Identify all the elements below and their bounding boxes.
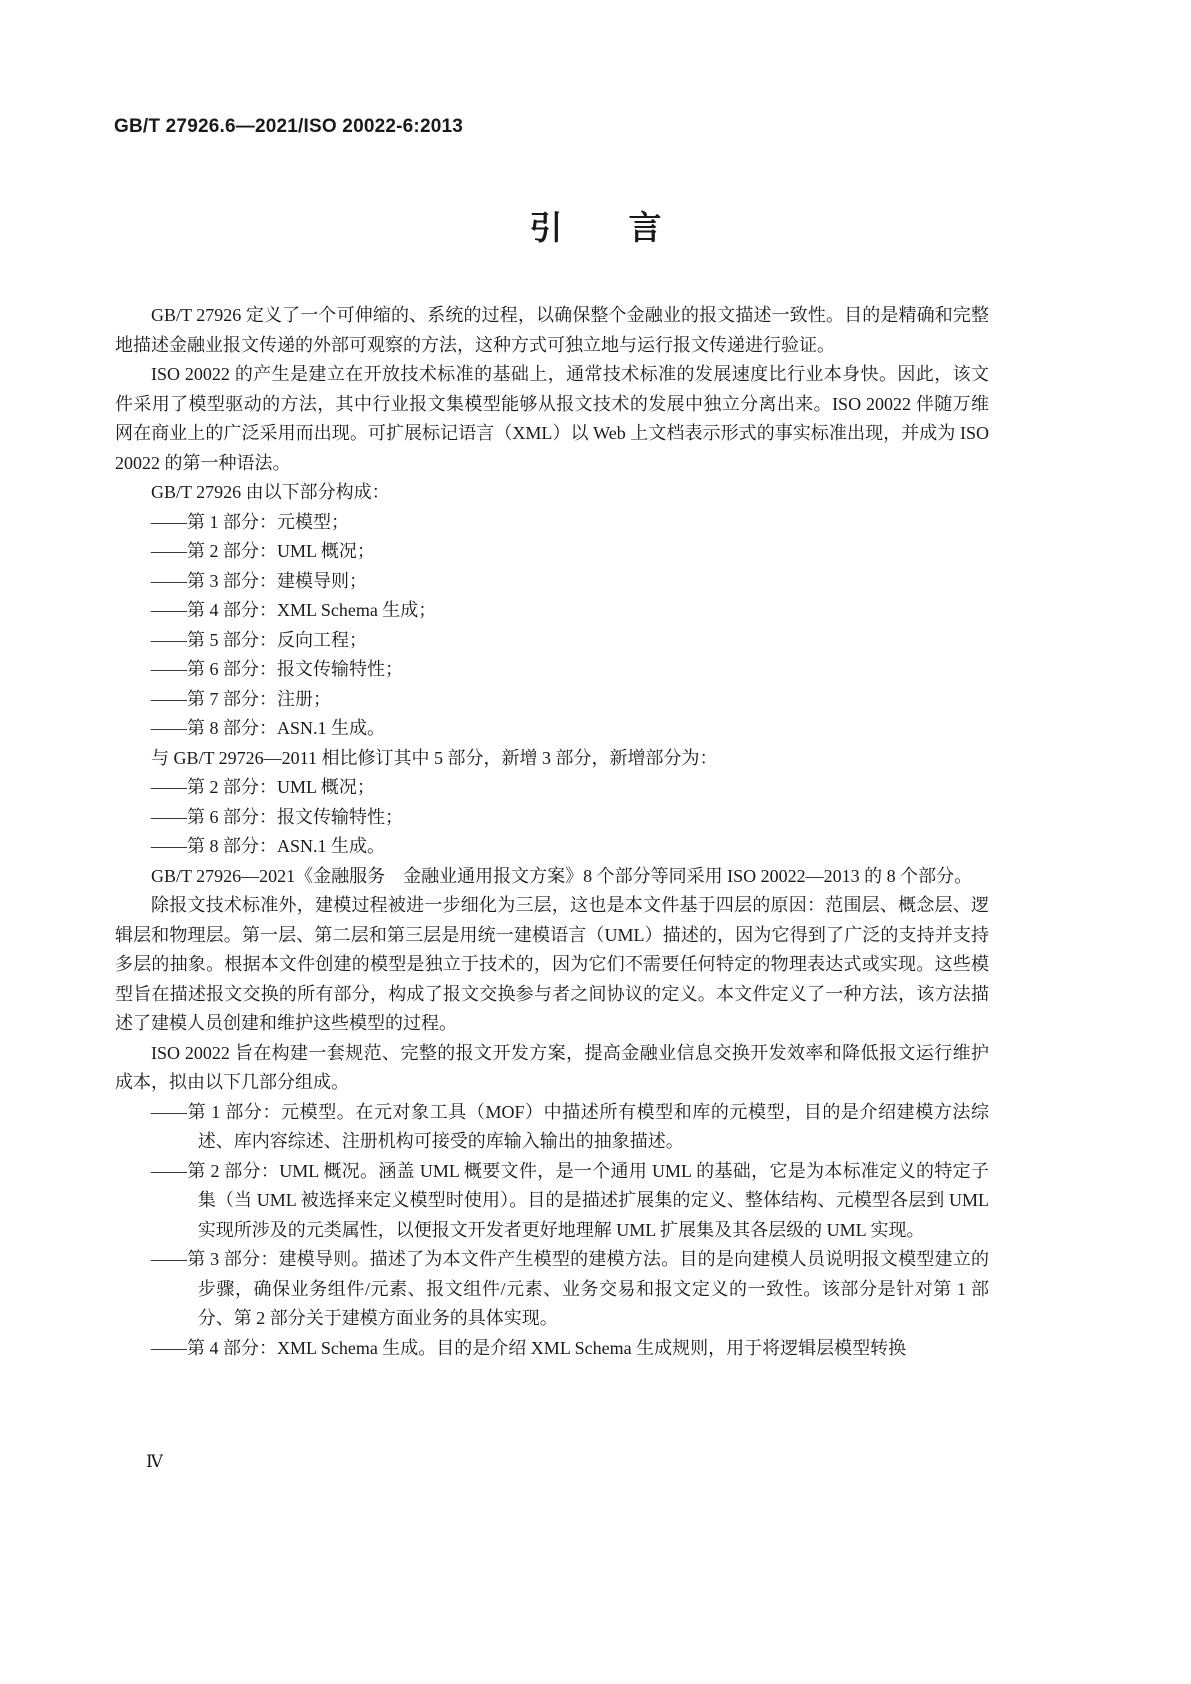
standard-number: GB/T 27926.6—2021/ISO 20022-6:2013 [114, 116, 464, 137]
parts-list-item: ——第 8 部分：ASN.1 生成。 [151, 718, 386, 738]
parts-list-item: ——第 4 部分：XML Schema 生成； [151, 600, 437, 620]
part-description-item: ——第 2 部分：UML 概况。涵盖 UML 概要文件，是一个通用 UML 的基础，它是为本标准定义的特定子集（当 UML 被选择来定义模型时使用）。目的是描述扩展集的定义、整体结构、元模型各层到 UML 实现所涉及的元类属性，以便报文开发者更好地理解 UML 扩展集及其各层级的 UML 实现。 [151, 1160, 989, 1240]
document-body [115, 301, 989, 1363]
part-description-item: ——第 1 部分：元模型。在元对象工具（MOF）中描述所有模型和库的元模型，目的是介绍建模方法综述、库内容综述、注册机构可接受的库输入输出的抽象描述。 [151, 1101, 989, 1151]
paragraph-scope: GB/T 27926 定义了一个可伸缩的、系统的过程，以确保整个金融业的报文描述一致性。目的是精确和完整地描述金融业报文传递的外部可观察的方法，这种方式可独立地与运行报文传递进行验证。 [115, 305, 989, 355]
parts-list-item: ——第 5 部分：反向工程； [151, 629, 367, 650]
paragraph-composition-lead: GB/T 27926 由以下部分构成： [151, 482, 390, 502]
parts-list-item: ——第 7 部分：注册； [151, 688, 331, 709]
paragraph-revision-note: 与 GB/T 29726—2011 相比修订其中 5 部分，新增 3 部分，新增部分为： [151, 747, 718, 768]
paragraph-layers: 除报文技术标准外，建模过程被进一步细化为三层，这也是本文件基于四层的原因：范围层、概念层、逻辑层和物理层。第一层、第二层和第三层是用统一建模语言（UML）描述的，因为它得到了广泛的支持并支持多层的抽象。根据本文件创建的模型是独立于技术的，因为它们不需要任何特定的物理表达式或实现。这些模型旨在描述报文交换的所有部分，构成了报文交换参与者之间协议的定义。本文件定义了一种方法，该方法描述了建模人员创建和维护这些模型的过程。 [115, 895, 989, 1033]
paragraph-adoption: GB/T 27926—2021《金融服务 金融业通用报文方案》8 个部分等同采用 ISO 20022—2013 的 8 个部分。 [151, 865, 973, 886]
parts-list-item: ——第 6 部分：报文传输特性； [151, 659, 403, 679]
page-number: Ⅳ [146, 1452, 163, 1471]
parts-list-item: ——第 1 部分：元模型； [151, 511, 349, 532]
parts-list-item: ——第 2 部分：UML 概况； [151, 541, 375, 561]
part-description-item: ——第 3 部分：建模导则。描述了为本文件产生模型的建模方法。目的是向建模人员说明报文模型建立的步骤，确保业务组件/元素、报文组件/元素、业务交易和报文定义的一致性。该部分是针对第 1 部分、第 2 部分关于建模方面业务的具体实现。 [151, 1249, 989, 1328]
new-parts-list-item: ——第 8 部分：ASN.1 生成。 [151, 836, 386, 856]
part-description-item: ——第 4 部分：XML Schema 生成。目的是介绍 XML Schema 生成规则，用于将逻辑层模型转换 [151, 1337, 907, 1358]
new-parts-list-item: ——第 2 部分：UML 概况； [151, 777, 375, 797]
parts-list-item: ——第 3 部分：建模导则； [151, 570, 367, 591]
page-title: 引 言 [529, 209, 662, 246]
paragraph-iso-parts-lead: ISO 20022 旨在构建一套规范、完整的报文开发方案，提高金融业信息交换开发效率和降低报文运行维护成本，拟由以下几部分组成。 [115, 1042, 989, 1092]
paragraph-iso-origin: ISO 20022 的产生是建立在开放技术标准的基础上，通常技术标准的发展速度比行业本身快。因此，该文件采用了模型驱动的方法，其中行业报文集模型能够从报文技术的发展中独立分离出来。ISO 20022 伴随万维网在商业上的广泛采用而出现。可扩展标记语言（XML）以 Web 上文档表示形式的事实标准出现，并成为 ISO 20022 的第一种语法。 [115, 364, 989, 473]
new-parts-list-item: ——第 6 部分：报文传输特性； [151, 806, 403, 827]
